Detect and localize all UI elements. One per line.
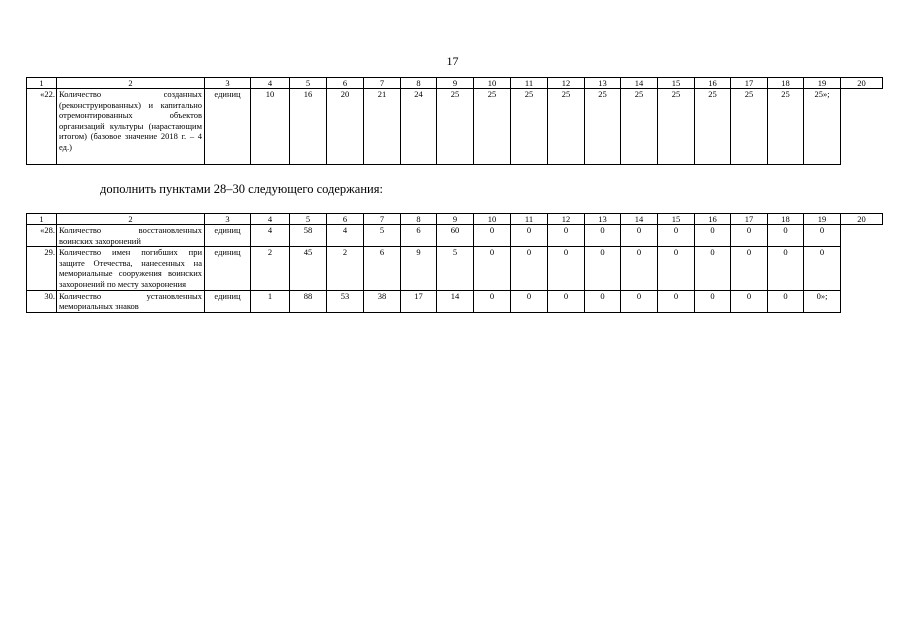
value-cell: 0 bbox=[768, 247, 804, 290]
page-number: 17 bbox=[446, 54, 459, 68]
value-cell: 0 bbox=[474, 290, 511, 312]
value-cell: 0»; bbox=[804, 290, 841, 312]
column-number-cell: 17 bbox=[731, 214, 768, 225]
table1-body bbox=[27, 78, 883, 165]
value-cell: 25 bbox=[695, 89, 731, 165]
value-cell: 0 bbox=[768, 290, 804, 312]
table-row bbox=[27, 247, 883, 290]
column-number-cell: 6 bbox=[327, 214, 364, 225]
value-cell: 25 bbox=[621, 89, 658, 165]
column-number-cell: 4 bbox=[251, 214, 290, 225]
table2-body bbox=[27, 214, 883, 313]
value-cell: 0 bbox=[731, 247, 768, 290]
value-cell: 25 bbox=[731, 89, 768, 165]
value-cell: 20 bbox=[327, 89, 364, 165]
value-cell: 16 bbox=[290, 89, 327, 165]
amendment-intro-text: дополнить пунктами 28–30 следующего содержания: bbox=[100, 182, 383, 196]
value-cell: 25 bbox=[768, 89, 804, 165]
column-number-cell: 16 bbox=[695, 214, 731, 225]
value-cell: 0 bbox=[621, 225, 658, 247]
item-number-cell: 29. bbox=[27, 247, 57, 290]
unit-cell: единиц bbox=[205, 247, 251, 290]
value-cell: 38 bbox=[364, 290, 401, 312]
column-number-cell: 2 bbox=[57, 214, 205, 225]
indicator-name-cell: Количество восстановленных воинских захоронений bbox=[57, 225, 205, 247]
column-number-row bbox=[27, 214, 883, 225]
value-cell: 0 bbox=[548, 290, 585, 312]
column-number-cell: 16 bbox=[695, 78, 731, 89]
value-cell: 17 bbox=[401, 290, 437, 312]
column-number-cell: 1 bbox=[27, 78, 57, 89]
column-number-cell: 12 bbox=[548, 78, 585, 89]
indicator-name-cell: Количество имен погибших при защите Отечества, нанесенных на мемориальные сооружения воинских захоронений по месту захоронения bbox=[57, 247, 205, 290]
column-number-cell: 7 bbox=[364, 214, 401, 225]
unit-cell: единиц bbox=[205, 225, 251, 247]
value-cell: 0 bbox=[695, 290, 731, 312]
column-number-cell: 18 bbox=[768, 214, 804, 225]
value-cell: 25 bbox=[548, 89, 585, 165]
value-cell: 0 bbox=[511, 290, 548, 312]
item-number-cell: «22. bbox=[27, 89, 57, 165]
value-cell: 0 bbox=[621, 247, 658, 290]
column-number-cell: 13 bbox=[585, 214, 621, 225]
value-cell: 0 bbox=[548, 225, 585, 247]
column-number-cell: 8 bbox=[401, 78, 437, 89]
column-number-cell: 19 bbox=[804, 78, 841, 89]
column-number-cell: 7 bbox=[364, 78, 401, 89]
value-cell: 0 bbox=[511, 247, 548, 290]
value-cell: 14 bbox=[437, 290, 474, 312]
value-cell: 5 bbox=[437, 247, 474, 290]
indicator-name-cell: Количество установленных мемориальных знаков bbox=[57, 290, 205, 312]
column-number-cell: 9 bbox=[437, 214, 474, 225]
value-cell: 60 bbox=[437, 225, 474, 247]
column-number-cell: 14 bbox=[621, 214, 658, 225]
value-cell: 0 bbox=[695, 247, 731, 290]
value-cell: 0 bbox=[695, 225, 731, 247]
column-number-cell: 20 bbox=[841, 78, 883, 89]
value-cell: 10 bbox=[251, 89, 290, 165]
value-cell: 0 bbox=[585, 290, 621, 312]
value-cell: 0 bbox=[548, 247, 585, 290]
value-cell: 45 bbox=[290, 247, 327, 290]
column-number-cell: 19 bbox=[804, 214, 841, 225]
value-cell: 0 bbox=[585, 247, 621, 290]
value-cell: 25 bbox=[511, 89, 548, 165]
value-cell: 0 bbox=[511, 225, 548, 247]
value-cell: 4 bbox=[251, 225, 290, 247]
column-number-cell: 15 bbox=[658, 214, 695, 225]
table-row bbox=[27, 225, 883, 247]
item-number-cell: 30. bbox=[27, 290, 57, 312]
value-cell: 0 bbox=[731, 225, 768, 247]
value-cell: 25 bbox=[474, 89, 511, 165]
column-number-cell: 5 bbox=[290, 214, 327, 225]
column-number-cell: 12 bbox=[548, 214, 585, 225]
value-cell: 6 bbox=[401, 225, 437, 247]
indicators-table-new-items bbox=[26, 213, 883, 313]
value-cell: 25 bbox=[437, 89, 474, 165]
unit-cell: единиц bbox=[205, 89, 251, 165]
value-cell: 0 bbox=[474, 247, 511, 290]
value-cell: 58 bbox=[290, 225, 327, 247]
column-number-cell: 17 bbox=[731, 78, 768, 89]
column-number-cell: 11 bbox=[511, 214, 548, 225]
table-row bbox=[27, 89, 883, 165]
column-number-cell: 1 bbox=[27, 214, 57, 225]
value-cell: 0 bbox=[621, 290, 658, 312]
value-cell: 21 bbox=[364, 89, 401, 165]
value-cell: 9 bbox=[401, 247, 437, 290]
column-number-cell: 9 bbox=[437, 78, 474, 89]
table-row bbox=[27, 290, 883, 312]
value-cell: 5 bbox=[364, 225, 401, 247]
unit-cell: единиц bbox=[205, 290, 251, 312]
value-cell: 1 bbox=[251, 290, 290, 312]
value-cell: 6 bbox=[364, 247, 401, 290]
value-cell: 0 bbox=[658, 247, 695, 290]
value-cell: 25»; bbox=[804, 89, 841, 165]
value-cell: 0 bbox=[731, 290, 768, 312]
value-cell: 25 bbox=[658, 89, 695, 165]
value-cell: 2 bbox=[327, 247, 364, 290]
column-number-cell: 20 bbox=[841, 214, 883, 225]
value-cell: 2 bbox=[251, 247, 290, 290]
column-number-cell: 8 bbox=[401, 214, 437, 225]
column-number-cell: 3 bbox=[205, 214, 251, 225]
value-cell: 0 bbox=[658, 290, 695, 312]
column-number-cell: 6 bbox=[327, 78, 364, 89]
value-cell: 0 bbox=[804, 247, 841, 290]
value-cell: 0 bbox=[804, 225, 841, 247]
column-number-row bbox=[27, 78, 883, 89]
column-number-cell: 15 bbox=[658, 78, 695, 89]
column-number-cell: 18 bbox=[768, 78, 804, 89]
column-number-cell: 5 bbox=[290, 78, 327, 89]
indicators-table-continued bbox=[26, 77, 883, 165]
column-number-cell: 2 bbox=[57, 78, 205, 89]
column-number-cell: 13 bbox=[585, 78, 621, 89]
item-number-cell: «28. bbox=[27, 225, 57, 247]
column-number-cell: 11 bbox=[511, 78, 548, 89]
value-cell: 88 bbox=[290, 290, 327, 312]
value-cell: 0 bbox=[658, 225, 695, 247]
value-cell: 0 bbox=[585, 225, 621, 247]
value-cell: 25 bbox=[585, 89, 621, 165]
column-number-cell: 10 bbox=[474, 214, 511, 225]
column-number-cell: 4 bbox=[251, 78, 290, 89]
column-number-cell: 3 bbox=[205, 78, 251, 89]
value-cell: 0 bbox=[768, 225, 804, 247]
column-number-cell: 14 bbox=[621, 78, 658, 89]
value-cell: 0 bbox=[474, 225, 511, 247]
value-cell: 4 bbox=[327, 225, 364, 247]
column-number-cell: 10 bbox=[474, 78, 511, 89]
value-cell: 24 bbox=[401, 89, 437, 165]
indicator-name-cell: Количество созданных (реконструированных) и капитально отремонтированных объектов организаций культуры (нарастающим итогом) (базовое значение 2018 г. – 4 ед.) bbox=[57, 89, 205, 165]
value-cell: 53 bbox=[327, 290, 364, 312]
